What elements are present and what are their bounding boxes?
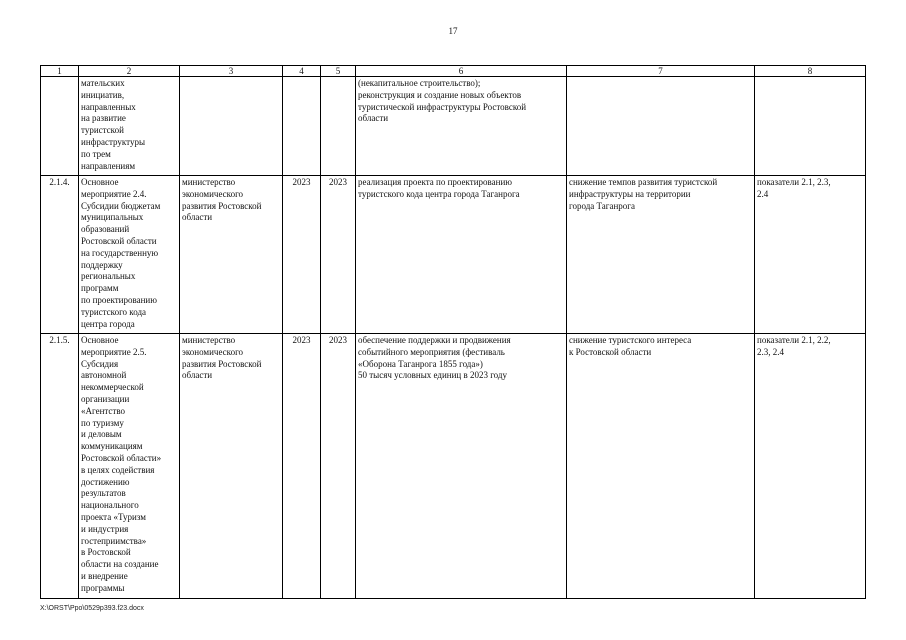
cell-indicators	[755, 77, 866, 176]
cell-text-line: 2.1.4.	[49, 177, 70, 187]
cell-text-line: поддержку	[81, 259, 123, 270]
cell-text-line: туристической инфраструктуры Ростовской	[358, 101, 527, 112]
cell-text-line: инфраструктуры на территории	[569, 188, 691, 199]
cell-text-line: мероприятие 2.4.	[81, 188, 147, 199]
cell-text-line: достижению	[81, 476, 130, 487]
cell-item-number	[41, 176, 79, 334]
cell-consequences	[567, 176, 755, 334]
cell-text-line: и деловым	[81, 429, 122, 440]
cell-text-line: Основное	[81, 335, 119, 345]
cell-text-line: программы	[81, 582, 125, 593]
cell-end-year	[321, 334, 356, 599]
cell-text-line: по туризму	[81, 417, 124, 428]
column-number-header: 2	[79, 66, 180, 77]
cell-text-line: в Ростовской	[81, 547, 131, 558]
cell-responsible	[180, 77, 283, 176]
cell-indicators	[755, 176, 866, 334]
cell-end-year	[321, 77, 356, 176]
cell-text-line: снижение темпов развития туристской	[569, 177, 718, 187]
cell-text-line: событийного мероприятия (фестиваль	[358, 346, 505, 357]
cell-text-line: Субсидия	[81, 358, 119, 369]
table-row	[41, 176, 866, 334]
cell-responsible	[180, 334, 283, 599]
cell-text-line: Ростовской области»	[81, 452, 162, 463]
cell-text-line: реализация проекта по проектированию	[358, 177, 512, 187]
cell-text-line: Основное	[81, 177, 119, 187]
cell-text-line: по проектированию	[81, 294, 157, 305]
cell-text-line: автономной	[81, 370, 127, 381]
cell-text-line: на государственную	[81, 247, 159, 258]
cell-consequences	[567, 334, 755, 599]
cell-indicators	[755, 334, 866, 599]
cell-text-line: центра города	[81, 318, 135, 329]
cell-text-line: по трем	[81, 148, 111, 159]
cell-text-line: проекта «Туризм	[81, 511, 146, 522]
cell-end-year	[321, 176, 356, 334]
cell-text-line: туристского кода	[81, 306, 147, 317]
cell-text-line: 2023	[329, 177, 347, 187]
program-table	[40, 65, 866, 599]
column-number-header: 6	[356, 66, 567, 77]
cell-text-line: мательских	[81, 78, 125, 88]
cell-consequences	[567, 77, 755, 176]
cell-text-line: Субсидии бюджетам	[81, 200, 161, 211]
cell-text-line: туристского кода центра города Таганрога	[358, 188, 520, 199]
cell-text-line: 2.4	[757, 188, 769, 199]
file-path-footer: X:\ORST\Ppo\0529p393.f23.docx	[40, 605, 144, 612]
cell-text-line: муниципальных	[81, 212, 144, 223]
column-number-row	[41, 66, 866, 77]
column-number-header: 3	[180, 66, 283, 77]
cell-text-line: образований	[81, 224, 130, 235]
cell-measure-name	[79, 176, 180, 334]
table-row	[41, 77, 866, 176]
cell-text-line: показатели 2.1, 2.3,	[757, 177, 831, 187]
cell-expected-result	[356, 77, 567, 176]
cell-text-line: инфраструктуры	[81, 136, 145, 147]
cell-text-line: некоммерческой	[81, 382, 144, 393]
cell-text-line: направленных	[81, 101, 136, 112]
cell-text-line: направлениям	[81, 160, 136, 171]
column-number-header: 4	[283, 66, 321, 77]
cell-text-line: области на создание	[81, 559, 159, 570]
cell-text-line: в целях содействия	[81, 464, 155, 475]
cell-text-line: снижение туристского интереса	[569, 335, 692, 345]
cell-text-line: 50 тысяч условных единиц в 2023 году	[358, 370, 507, 381]
cell-text-line: города Таганрога	[569, 200, 635, 211]
cell-text-line: на развитие	[81, 113, 126, 124]
cell-item-number	[41, 77, 79, 176]
cell-text-line: «Оборона Таганрога 1855 года»)	[358, 358, 483, 369]
cell-text-line: организации	[81, 393, 130, 404]
column-number-header: 8	[755, 66, 866, 77]
cell-text-line: мероприятие 2.5.	[81, 346, 147, 357]
cell-text-line: (некапитальное строительство);	[358, 78, 481, 88]
cell-text-line: инициатив,	[81, 89, 125, 100]
cell-text-line: министерство	[182, 335, 236, 345]
cell-text-line: 2023	[292, 335, 311, 345]
cell-start-year	[283, 334, 321, 599]
cell-text-line: и индустрия	[81, 523, 129, 534]
table-row	[41, 334, 866, 599]
cell-text-line: развития Ростовской	[182, 200, 262, 211]
column-number-header: 7	[567, 66, 755, 77]
cell-start-year	[283, 176, 321, 334]
cell-text-line: региональных	[81, 271, 136, 282]
cell-text-line: области	[182, 370, 213, 381]
cell-text-line: министерство	[182, 177, 236, 187]
cell-text-line: коммуникациям	[81, 441, 143, 452]
page-number: 17	[448, 26, 458, 36]
cell-text-line: области	[358, 113, 389, 124]
cell-text-line: 2.1.5.	[49, 335, 70, 345]
cell-text-line: области	[182, 212, 213, 223]
column-number-header: 5	[321, 66, 356, 77]
cell-text-line: обеспечение поддержки и продвижения	[358, 335, 511, 345]
cell-text-line: Ростовской области	[81, 235, 157, 246]
cell-measure-name	[79, 77, 180, 176]
cell-text-line: 2023	[292, 177, 311, 187]
cell-text-line: показатели 2.1, 2.2,	[757, 335, 831, 345]
cell-text-line: результатов	[81, 488, 126, 499]
cell-text-line: экономического	[182, 346, 244, 357]
cell-text-line: развития Ростовской	[182, 358, 262, 369]
cell-item-number	[41, 334, 79, 599]
cell-text-line: национального	[81, 500, 139, 511]
cell-text-line: и внедрение	[81, 570, 128, 581]
cell-text-line: туристской	[81, 125, 124, 136]
cell-expected-result	[356, 334, 567, 599]
column-number-header: 1	[41, 66, 79, 77]
cell-text-line: гостеприимства»	[81, 535, 147, 546]
cell-text-line: реконструкция и создание новых объектов	[358, 89, 522, 100]
cell-text-line: к Ростовской области	[569, 346, 652, 357]
cell-expected-result	[356, 176, 567, 334]
cell-start-year	[283, 77, 321, 176]
cell-text-line: экономического	[182, 188, 244, 199]
cell-responsible	[180, 176, 283, 334]
cell-measure-name	[79, 334, 180, 599]
cell-text-line: программ	[81, 283, 119, 294]
cell-text-line: 2023	[329, 335, 347, 345]
cell-text-line: 2.3, 2.4	[757, 346, 784, 357]
cell-text-line: «Агентство	[81, 405, 126, 416]
